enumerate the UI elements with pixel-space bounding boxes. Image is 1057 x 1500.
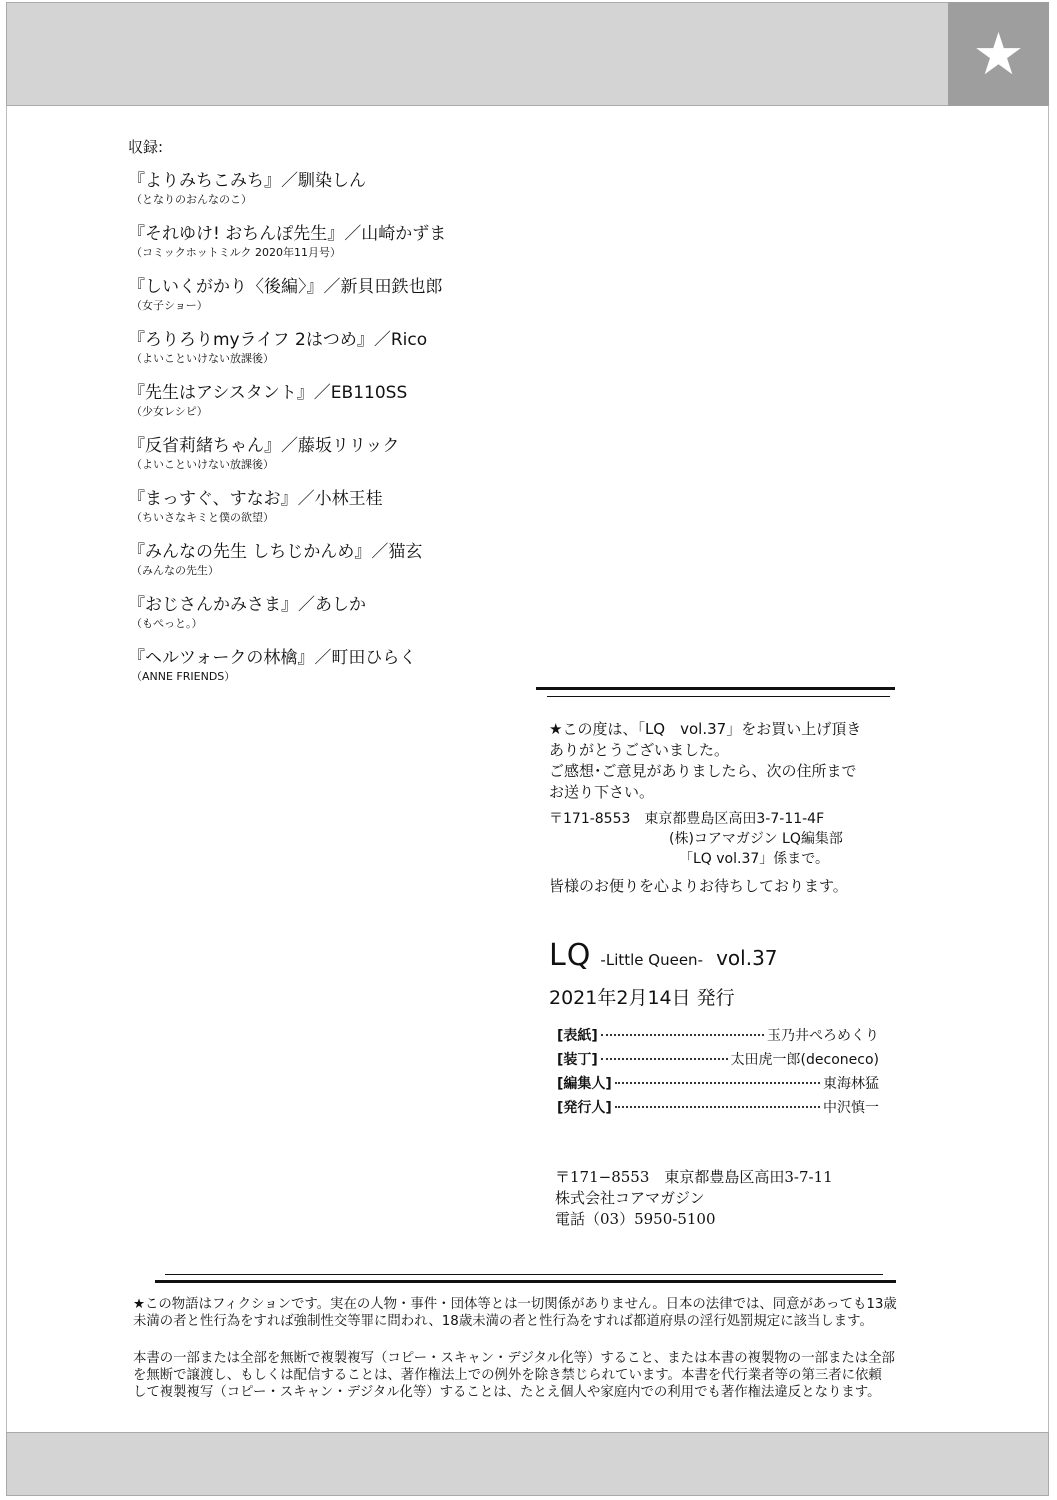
list-item bbox=[128, 541, 528, 594]
notice-line: ★この物語はフィクションです。実在の人物・事件・団体等とは一切関係がありません。日本の法律では、同意があっても13歳 bbox=[133, 1297, 897, 1312]
credit-name: 東海林猛 bbox=[823, 1076, 879, 1092]
magazine-subtitle: -Little Queen- bbox=[600, 951, 703, 969]
entry-title: 『先生はアシスタント』／EB110SS bbox=[128, 383, 408, 403]
list-item bbox=[128, 276, 528, 329]
thanks-line: お送り下さい。 bbox=[549, 783, 655, 801]
divider-thin bbox=[547, 696, 890, 697]
address-line: 「LQ vol.37」係まで。 bbox=[679, 851, 829, 867]
top-banner bbox=[6, 2, 1049, 106]
dot-leader bbox=[615, 1106, 820, 1108]
entry-title: 『それゆけ! おちんぽ先生』／山崎かずま bbox=[128, 224, 447, 244]
credit-row bbox=[557, 1049, 879, 1073]
credit-name: 玉乃井ぺろめくり bbox=[767, 1028, 879, 1044]
dot-leader bbox=[615, 1082, 820, 1084]
letters-address bbox=[549, 809, 909, 869]
publisher-phone: 電話（03）5950-5100 bbox=[555, 1210, 716, 1228]
thanks-line: ありがとうございました。 bbox=[549, 741, 730, 759]
copyright-notice bbox=[133, 1350, 923, 1401]
thanks-line: ★この度は、「LQ vol.37」をお買い上げ頂き bbox=[549, 720, 862, 738]
contents-label: 収録: bbox=[128, 138, 164, 156]
address-line: (株)コアマガジン LQ編集部 bbox=[669, 831, 843, 847]
entry-title: 『ろりろりmyライフ 2はつめ』／Rico bbox=[128, 330, 428, 350]
list-item bbox=[128, 594, 528, 647]
dot-leader bbox=[601, 1034, 764, 1036]
thanks-line: ご感想･ご意見がありましたら、次の住所まで bbox=[549, 762, 857, 780]
notice-line: して複製複写（コピー・スキャン・デジタル化等）することは、たとえ個人や家庭内での利用でも著作権法違反となります。 bbox=[133, 1385, 881, 1400]
credit-row bbox=[557, 1097, 879, 1121]
publisher-postal: 〒171−8553 東京都豊島区高田3-7-11 bbox=[555, 1168, 833, 1186]
magazine-volume: vol.37 bbox=[716, 946, 778, 970]
entry-title: 『ヘルツォークの林檎』／町田ひらく bbox=[128, 648, 417, 668]
credits-list bbox=[557, 1025, 879, 1121]
entry-title: 『しいくがかり〈後編〉』／新貝田鉄也郎 bbox=[128, 277, 443, 297]
publisher-info bbox=[555, 1167, 833, 1230]
notice-line: 未満の者と性行為をすれば強制性交等罪に問われ、18歳未満の者と性行為をすれば都道府県の淫行処罰規定に該当します。 bbox=[133, 1314, 873, 1329]
entry-source: （女子ショー） bbox=[131, 299, 208, 312]
bottom-banner bbox=[6, 1432, 1049, 1496]
divider-thick bbox=[536, 687, 895, 690]
publication-date: 2021年2月14日 発行 bbox=[549, 987, 735, 1009]
credit-role: [表紙] bbox=[557, 1028, 598, 1044]
entry-title: 『まっすぐ、すなお』／小林王桂 bbox=[128, 489, 383, 509]
entry-title: 『おじさんかみさま』／あしか bbox=[128, 595, 366, 615]
list-item bbox=[128, 329, 528, 382]
entry-title: 『反省莉緒ちゃん』／藤坂リリック bbox=[128, 436, 400, 456]
divider-thick bbox=[155, 1280, 896, 1283]
dot-leader bbox=[601, 1058, 728, 1060]
entry-title: 『みんなの先生 しちじかんめ』／猫玄 bbox=[128, 542, 423, 562]
entry-source: （ANNE FRIENDS） bbox=[131, 670, 236, 683]
contents-list bbox=[128, 170, 528, 700]
list-item bbox=[128, 647, 528, 700]
magazine-name: LQ bbox=[549, 938, 592, 973]
list-item bbox=[128, 170, 528, 223]
star-icon: ★ bbox=[972, 20, 1025, 88]
divider-thin bbox=[165, 1274, 883, 1275]
closing-message: 皆様のお便りを心よりお待ちしております。 bbox=[549, 877, 848, 895]
entry-source: （よいこといけない放課後） bbox=[131, 352, 274, 365]
corner-star-box bbox=[948, 2, 1049, 106]
magazine-title bbox=[549, 938, 778, 973]
entry-source: （となりのおんなのこ） bbox=[131, 193, 252, 206]
list-item bbox=[128, 435, 528, 488]
address-line: 〒171-8553 東京都豊島区高田3-7-11-4F bbox=[549, 811, 825, 827]
credit-row bbox=[557, 1073, 879, 1097]
credit-name: 中沢慎一 bbox=[823, 1100, 879, 1116]
notice-line: 本書の一部または全部を無断で複製複写（コピー・スキャン・デジタル化等）すること、または本書の複製物の一部または全部 bbox=[133, 1351, 895, 1366]
entry-source: （ちいさなキミと僕の欲望） bbox=[131, 511, 274, 524]
notice-line: を無断で譲渡し、もしくは配信することは、著作権法上での例外を除き禁じられています。本書を代行業者等の第三者に依頼 bbox=[133, 1368, 882, 1383]
fiction-notice bbox=[133, 1296, 923, 1330]
list-item bbox=[128, 488, 528, 541]
thanks-message bbox=[549, 719, 909, 803]
credit-role: [装丁] bbox=[557, 1052, 598, 1068]
entry-source: （少女レシピ） bbox=[131, 405, 208, 418]
list-item bbox=[128, 223, 528, 276]
left-border bbox=[6, 106, 7, 1432]
credit-name: 太田虎一郎(deconeco) bbox=[730, 1052, 879, 1068]
entry-source: （もぺっと。） bbox=[131, 617, 203, 630]
publisher-company: 株式会社コアマガジン bbox=[555, 1189, 705, 1207]
entry-source: （みんなの先生） bbox=[131, 564, 219, 577]
right-border bbox=[1048, 106, 1049, 1432]
entry-source: （よいこといけない放課後） bbox=[131, 458, 274, 471]
entry-title: 『よりみちこみち』／馴染しん bbox=[128, 171, 366, 191]
entry-source: （コミックホットミルク 2020年11月号） bbox=[131, 246, 342, 259]
list-item bbox=[128, 382, 528, 435]
credit-row bbox=[557, 1025, 879, 1049]
credit-role: [発行人] bbox=[557, 1100, 612, 1116]
credit-role: [編集人] bbox=[557, 1076, 612, 1092]
